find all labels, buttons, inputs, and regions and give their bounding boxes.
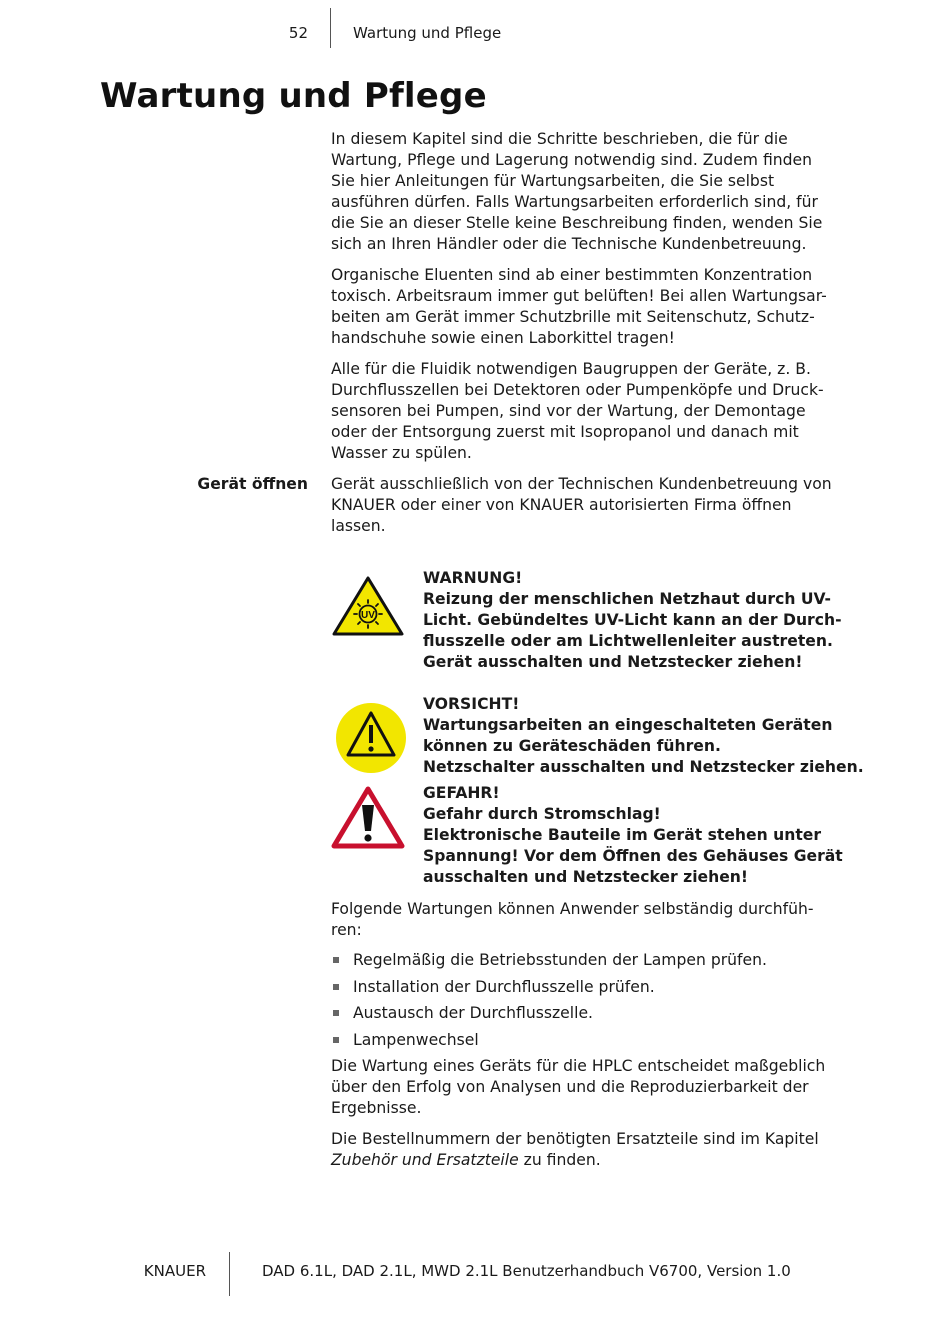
text-line: beiten am Gerät immer Schutzbrille mit Seitenschutz, Schutz-	[331, 308, 815, 326]
text-line: Alle für die Fluidik notwendigen Baugruppen der Geräte, z. B.	[331, 360, 811, 378]
text-line: Reizung der menschlichen Netzhaut durch UV-	[423, 590, 831, 608]
text-line: Netzschalter ausschalten und Netzstecker ziehen.	[423, 758, 864, 776]
text-line: Durchflusszellen bei Detektoren oder Pumpenköpfe und Druck-	[331, 381, 824, 399]
caution-notice	[423, 694, 864, 778]
list-item	[331, 1030, 841, 1057]
chapter-reference-link[interactable]: Zubehör und Ersatzteile	[331, 1151, 519, 1169]
footer-brand: KNAUER	[143, 1262, 206, 1280]
text-line: oder der Entsorgung zuerst mit Isopropanol und danach mit	[331, 423, 799, 441]
bullet-square-icon	[333, 1010, 339, 1016]
list-item-text: Austausch der Durchflusszelle.	[353, 1004, 593, 1022]
text-line: ren:	[331, 921, 362, 939]
text-line: Wartung, Pflege und Lagerung notwendig sind. Zudem finden	[331, 151, 813, 169]
text-line: ausführen dürfen. Falls Wartungsarbeiten erforderlich sind, für	[331, 193, 818, 211]
side-heading-open-device: Gerät öffnen	[197, 475, 308, 493]
header-section-title: Wartung und Pflege	[353, 24, 502, 42]
text-line: Gefahr durch Stromschlag!	[423, 805, 661, 823]
text-line: In diesem Kapitel sind die Schritte beschrieben, die für die	[331, 130, 788, 148]
danger-triangle-icon	[331, 785, 405, 855]
list-item	[331, 977, 841, 1004]
text-line: ausschalten und Netzstecker ziehen!	[423, 868, 749, 886]
intro-paragraph-2	[331, 265, 841, 349]
text-line: Gerät ausschalten und Netzstecker ziehen!	[423, 653, 803, 671]
intro-paragraph-3	[331, 359, 841, 464]
maintenance-intro	[331, 899, 841, 941]
caution-title: VORSICHT!	[423, 695, 520, 713]
text-line: über den Erfolg von Analysen und die Reproduzierbarkeit der	[331, 1078, 809, 1096]
text-line: Wasser zu spülen.	[331, 444, 472, 462]
warning-title: WARNUNG!	[423, 569, 523, 587]
text-fragment: zu finden.	[518, 1151, 601, 1169]
uv-warning-icon	[331, 574, 405, 642]
text-line: KNAUER oder einer von KNAUER autorisierten Firma öffnen	[331, 496, 792, 514]
text-line: Elektronische Bauteile im Gerät stehen unter	[423, 826, 822, 844]
text-line: Licht. Gebündeltes UV-Licht kann an der Durch-	[423, 611, 842, 629]
text-line: sich an Ihren Händler oder die Technische Kundenbetreuung.	[331, 235, 807, 253]
text-line: Folgende Wartungen können Anwender selbständig durchfüh-	[331, 900, 814, 918]
footer-divider	[229, 1252, 230, 1296]
list-item-text: Lampenwechsel	[353, 1030, 479, 1049]
text-line: handschuhe sowie einen Laborkittel tragen!	[331, 329, 675, 347]
text-line: sensoren bei Pumpen, sind vor der Wartung, der Demontage	[331, 402, 806, 420]
footer-document-title: DAD 6.1L, DAD 2.1L, MWD 2.1L Benutzerhandbuch V6700, Version 1.0	[262, 1262, 791, 1280]
bullet-square-icon	[333, 984, 339, 990]
text-line: flusszelle oder am Lichtwellenleiter austreten.	[423, 632, 833, 650]
warning-notice	[423, 568, 853, 673]
text-line: Spannung! Vor dem Öffnen des Gehäuses Gerät	[423, 847, 843, 865]
open-device-paragraph	[331, 474, 841, 537]
page-number: 52	[288, 24, 308, 42]
uv-icon-label: UV	[361, 610, 375, 621]
conclusion-paragraph	[331, 1056, 841, 1119]
bullet-square-icon	[333, 957, 339, 963]
text-line: Wartungsarbeiten an eingeschalteten Geräten	[423, 716, 833, 734]
header-divider	[330, 8, 331, 48]
bullet-square-icon	[333, 1037, 339, 1043]
text-line: toxisch. Arbeitsraum immer gut belüften! Bei allen Wartungsar-	[331, 287, 827, 305]
text-line: Die Bestellnummern der benötigten Ersatzteile sind im Kapitel	[331, 1130, 819, 1148]
text-line: Organische Eluenten sind ab einer bestimmten Konzentration	[331, 266, 813, 284]
maintenance-list	[331, 950, 841, 1056]
text-line: lassen.	[331, 517, 386, 535]
text-line: können zu Geräteschäden führen.	[423, 737, 721, 755]
list-item	[331, 950, 841, 977]
page-title: Wartung und Pflege	[100, 76, 487, 116]
danger-title: GEFAHR!	[423, 784, 500, 802]
list-item	[331, 1003, 841, 1030]
intro-paragraph-1	[331, 129, 841, 255]
list-item-text: Regelmäßig die Betriebsstunden der Lampen prüfen.	[353, 951, 767, 969]
text-line: Ergebnisse.	[331, 1099, 422, 1117]
text-line: die Sie an dieser Stelle keine Beschreibung finden, wenden Sie	[331, 214, 823, 232]
list-item-text: Installation der Durchflusszelle prüfen.	[353, 977, 655, 996]
caution-circle-icon	[334, 701, 408, 779]
danger-notice	[423, 783, 853, 888]
text-line: Sie hier Anleitungen für Wartungsarbeiten, die Sie selbst	[331, 172, 775, 190]
text-line	[331, 1150, 841, 1171]
text-line: Gerät ausschließlich von der Technischen Kundenbetreuung von	[331, 475, 832, 493]
spare-parts-paragraph	[331, 1129, 841, 1171]
text-line: Die Wartung eines Geräts für die HPLC entscheidet maßgeblich	[331, 1057, 826, 1075]
